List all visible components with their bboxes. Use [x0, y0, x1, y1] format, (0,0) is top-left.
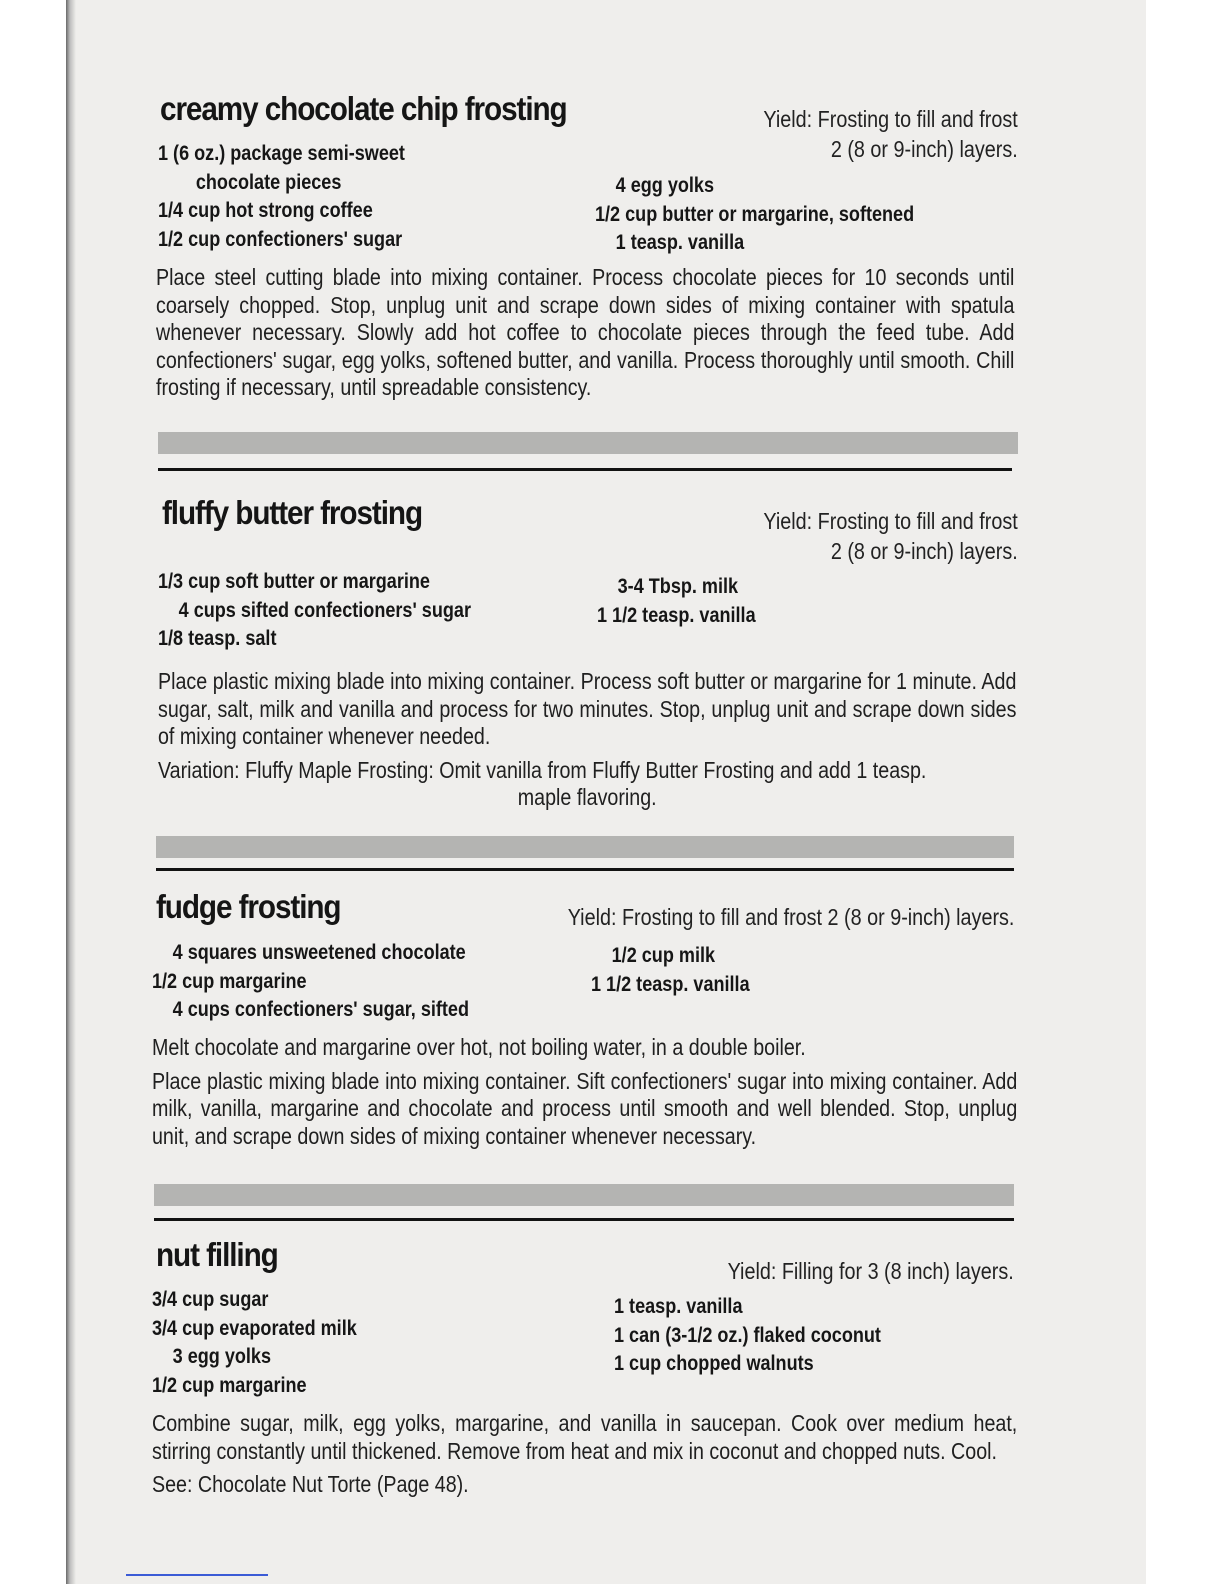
ingredient: 1 (6 oz.) package semi-sweet — [158, 142, 405, 165]
instruction-paragraph: Place plastic mixing blade into mixing container. Sift confectioners' sugar into mixing container. Add milk, vanilla, margarine and chocolate and process until smooth and well blended. Stop, unplug unit, and scrape down sides of mixing container whenever necessary. — [152, 1067, 1018, 1149]
variation-line: Variation: Fluffy Maple Frosting: Omit vanilla from Fluffy Butter Frosting and add 1 teasp. — [158, 756, 927, 783]
ingredient: 1 cup chopped walnuts — [614, 1352, 814, 1375]
page-binding-edge — [66, 0, 76, 1584]
recipe-yield — [728, 1256, 1014, 1286]
ingredient: 1/3 cup soft butter or margarine — [158, 570, 430, 593]
section-divider-bar — [154, 1184, 1014, 1206]
yield-line: Yield: Filling for 3 (8 inch) layers. — [727, 1258, 1014, 1284]
section-divider-rule — [154, 1218, 1014, 1221]
cross-reference: See: Chocolate Nut Torte (Page 48). — [152, 1471, 469, 1497]
ingredient: 1/2 cup margarine — [152, 1373, 307, 1397]
ingredient: 3-4 Tbsp. milk — [617, 575, 739, 598]
yield-line: 2 (8 or 9-inch) layers. — [831, 538, 1018, 564]
instruction-paragraph: Place plastic mixing blade into mixing container. Process soft butter or margarine for 1 minute. Add sugar, salt, milk and vanilla and process for two minutes. Stop, unplug unit and scrape down sides of mixing container whenever needed. — [158, 668, 1017, 749]
link-underline — [126, 1574, 268, 1576]
yield-line: Yield: Frosting to fill and frost — [763, 508, 1018, 534]
ingredients-right — [614, 1293, 881, 1379]
recipe-title: fudge frosting — [156, 888, 341, 925]
ingredient: 3/4 cup evaporated milk — [152, 1316, 357, 1340]
ingredient: 4 cups sifted confectioners' sugar — [178, 598, 471, 622]
ingredients-left — [158, 140, 405, 254]
ingredient: 1/2 cup confectioners' sugar — [158, 227, 403, 251]
yield-line: Yield: Frosting to fill and frost — [763, 106, 1018, 132]
ingredient: 1/8 teasp. salt — [158, 627, 277, 650]
recipe-yield — [764, 506, 1018, 566]
ingredients-right — [591, 942, 750, 999]
ingredient: chocolate pieces — [195, 170, 342, 194]
variation-note — [158, 757, 1016, 812]
ingredients-left — [152, 939, 469, 1025]
ingredient: 4 cups confectioners' sugar, sifted — [172, 998, 469, 1021]
recipe-instructions — [152, 1034, 1017, 1156]
yield-line: Yield: Frosting to fill and frost 2 (8 or 9-inch) layers. — [567, 904, 1014, 930]
ingredient: 1 teasp. vanilla — [615, 231, 745, 254]
section-divider-bar — [156, 836, 1014, 858]
instruction-paragraph: Combine sugar, milk, egg yolks, margarine, and vanilla in saucepan. Cook over medium heat, stirring constantly until thickened. Remove from heat and mix in coconut and chopped nuts. Cool. — [152, 1410, 1018, 1464]
ingredient: 1 1/2 teasp. vanilla — [597, 603, 756, 627]
section-divider-rule — [158, 468, 1012, 471]
instruction-paragraph: Melt chocolate and margarine over hot, not boiling water, in a double boiler. — [152, 1034, 806, 1060]
ingredient: 3/4 cup sugar — [152, 1288, 269, 1311]
instruction-paragraph: Place steel cutting blade into mixing container. Process chocolate pieces for 10 seconds until coarsely chopped. Stop, unplug unit and scrape down sides of mixing container with spatula whenever necessary. Slowly add hot coffee to chocolate pieces through the feed tube. Add confectioners' sugar, egg yolks, softened butter, and vanilla. Process thoroughly until smooth. Chill frosting if necessary, until spreadable consistency. — [156, 264, 1015, 400]
yield-line: 2 (8 or 9-inch) layers. — [831, 136, 1018, 162]
variation-line: maple flavoring. — [517, 784, 657, 810]
ingredient: 1/4 cup hot strong coffee — [158, 199, 373, 222]
ingredient: 1 can (3-1/2 oz.) flaked coconut — [614, 1323, 881, 1347]
ingredient: 1 teasp. vanilla — [614, 1295, 743, 1318]
ingredients-right — [597, 573, 756, 630]
recipe-title: fluffy butter frosting — [162, 494, 423, 531]
ingredient: 4 egg yolks — [615, 174, 715, 197]
recipe-yield — [567, 902, 1014, 932]
ingredient: 1/2 cup milk — [611, 944, 716, 967]
ingredients-left — [158, 568, 471, 654]
recipe-yield — [764, 104, 1018, 164]
ingredients-left — [152, 1286, 357, 1400]
recipe-instructions — [156, 264, 1014, 408]
recipe-title: nut filling — [156, 1236, 278, 1273]
recipe-instructions — [158, 668, 1016, 812]
recipe-title: creamy chocolate chip frosting — [160, 90, 567, 127]
ingredient: 3 egg yolks — [172, 1345, 272, 1368]
ingredient: 4 squares unsweetened chocolate — [172, 941, 466, 964]
section-divider-bar — [158, 432, 1018, 454]
ingredient: 1/2 cup butter or margarine, softened — [595, 202, 915, 226]
ingredients-right — [595, 172, 914, 258]
section-divider-rule — [156, 868, 1014, 871]
recipe-instructions — [152, 1410, 1017, 1505]
ingredient: 1 1/2 teasp. vanilla — [591, 972, 750, 996]
ingredient: 1/2 cup margarine — [152, 969, 307, 993]
